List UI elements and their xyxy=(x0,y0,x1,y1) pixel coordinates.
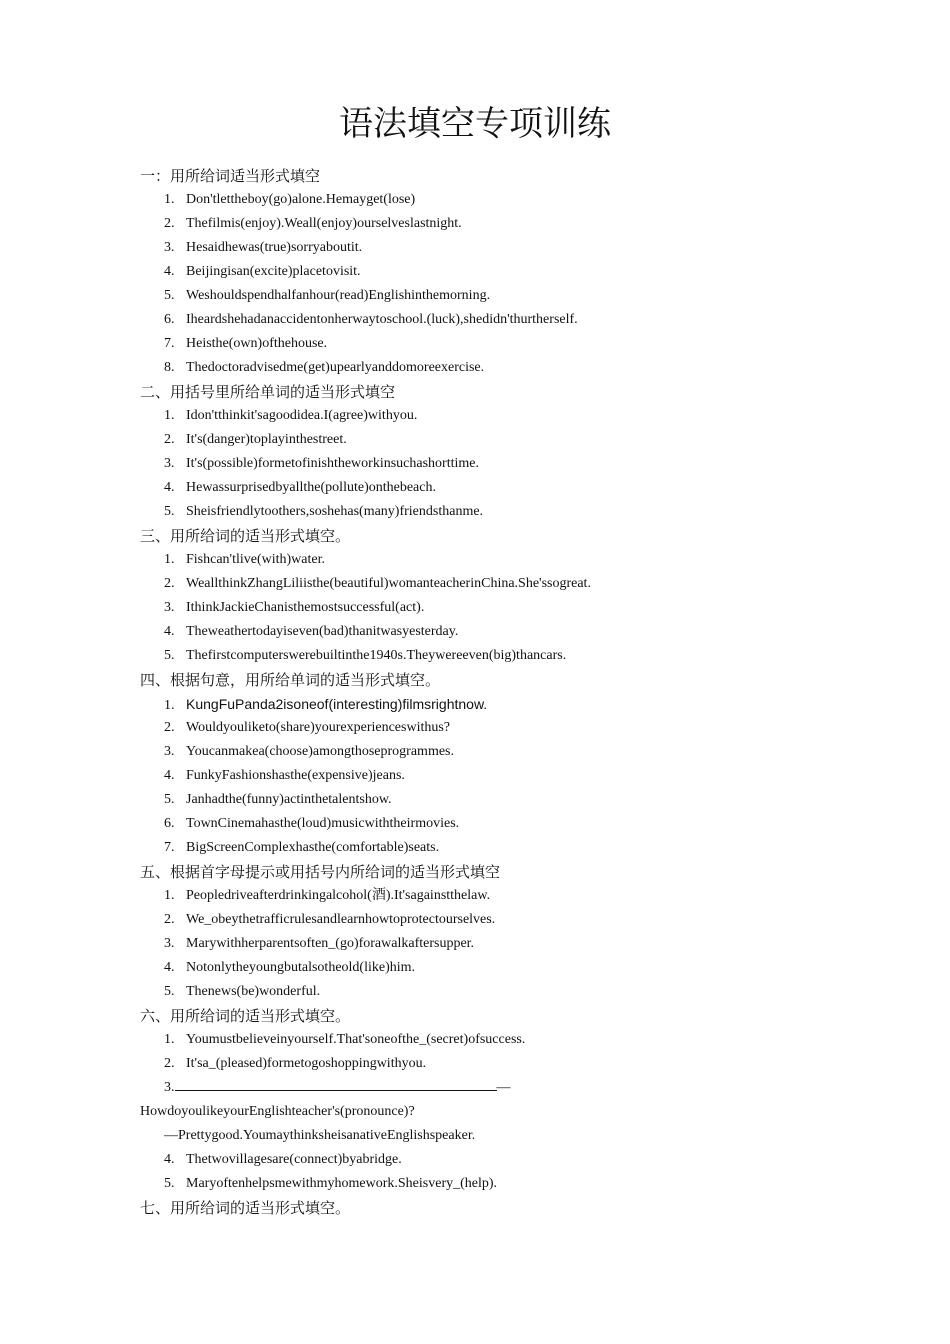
answer-blank-line xyxy=(175,1076,497,1091)
item-text: It's(danger)toplayinthestreet. xyxy=(186,432,347,447)
exercise-content xyxy=(140,164,860,1220)
list-item xyxy=(140,716,860,740)
list-item xyxy=(140,548,860,572)
item-number: 3. xyxy=(164,240,175,255)
item-text: Heisthe(own)ofthehouse. xyxy=(186,336,328,351)
item-text: Fishcan'tlive(with)water. xyxy=(186,552,325,567)
item-text: It'sa_(pleased)formetogoshoppingwithyou. xyxy=(186,1056,427,1071)
section-heading: 七、用所给词的适当形式填空。 xyxy=(140,1199,351,1217)
item-number: 8. xyxy=(164,360,175,375)
item-number: 1. xyxy=(164,408,175,423)
list-item xyxy=(140,476,860,500)
item-number: 2. xyxy=(164,912,175,927)
list-item xyxy=(140,284,860,308)
item-number: 4. xyxy=(164,1152,175,1167)
item-text: We_obeythetrafficrulesandlearnhowtoprotectourselves. xyxy=(186,912,496,927)
item-text: Wouldyouliketo(share)yourexperienceswithus? xyxy=(186,720,451,735)
item-text: Hesaidhewas(true)sorryaboutit. xyxy=(186,240,363,255)
item-number: 2. xyxy=(164,576,175,591)
item-number: 4. xyxy=(164,624,175,639)
item-number: 6. xyxy=(164,816,175,831)
list-item xyxy=(140,812,860,836)
item-text: Marywithherparentsoften_(go)forawalkaftersupper. xyxy=(186,936,475,951)
item-text: Hewassurprisedbyallthe(pollute)onthebeach. xyxy=(186,480,436,495)
item-text: Peopledriveafterdrinkingalcohol(酒).It'sagainstthelaw. xyxy=(186,888,491,903)
item-text-continued: HowdoyoulikeyourEnglishteacher's(pronounce)? xyxy=(140,1104,415,1119)
item-number: 5. xyxy=(164,288,175,303)
item-text: Thedoctoradvisedme(get)upearlyanddomoreexercise. xyxy=(186,360,485,375)
list-item xyxy=(140,1052,860,1076)
item-number: 5. xyxy=(164,984,175,999)
list-item xyxy=(140,404,860,428)
item-number: 5. xyxy=(164,648,175,663)
list-item xyxy=(140,1076,860,1100)
list-item xyxy=(140,980,860,1004)
item-number: 7. xyxy=(164,336,175,351)
item-number: 3. xyxy=(164,744,175,759)
list-item xyxy=(140,356,860,380)
item-number: 4. xyxy=(164,768,175,783)
section-heading: 三、用所给词的适当形式填空。 xyxy=(140,527,351,545)
item-text: Maryoftenhelpsmewithmyhomework.Sheisvery_(help). xyxy=(186,1176,498,1191)
item-number: 2. xyxy=(164,1056,175,1071)
item-text: BigScreenComplexhasthe(comfortable)seats. xyxy=(186,840,440,855)
list-item xyxy=(140,740,860,764)
list-item xyxy=(140,332,860,356)
item-text: Thenews(be)wonderful. xyxy=(186,984,321,999)
list-item xyxy=(140,500,860,524)
list-item xyxy=(140,644,860,668)
item-number: 3. xyxy=(164,936,175,951)
list-item xyxy=(140,1148,860,1172)
item-text: Weshouldspendhalfanhour(read)Englishinthemorning. xyxy=(186,288,491,303)
item-number: 2. xyxy=(164,720,175,735)
item-text: Thefilmis(enjoy).Weall(enjoy)ourselveslastnight. xyxy=(186,216,462,231)
item-text: KungFuPanda2isoneof(interesting)filmsrightnow. xyxy=(186,696,488,712)
item-number: 4. xyxy=(164,264,175,279)
page-title: 语法填空专项训练 xyxy=(339,104,611,144)
list-item xyxy=(140,764,860,788)
item-number: 1. xyxy=(164,1032,175,1047)
section-heading: 一：用所给词适当形式填空 xyxy=(140,167,321,185)
section-heading: 四、根据句意，用所给单词的适当形式填空。 xyxy=(140,671,441,689)
list-item xyxy=(140,908,860,932)
list-item xyxy=(140,956,860,980)
item-number: 4. xyxy=(164,960,175,975)
item-number: 5. xyxy=(164,1176,175,1191)
item-text: Notonlytheyoungbutalsotheold(like)him. xyxy=(186,960,416,975)
list-item xyxy=(140,884,860,908)
list-item xyxy=(140,452,860,476)
item-number: 1. xyxy=(164,192,175,207)
list-item xyxy=(140,572,860,596)
item-text: Thetwovillagesare(connect)byabridge. xyxy=(186,1152,402,1167)
item-text: Youmustbelieveinyourself.That'soneofthe_(secret)ofsuccess. xyxy=(186,1032,526,1047)
item-text: Idon'tthinkit'sagoodidea.I(agree)withyou. xyxy=(186,408,418,423)
item-text: Iheardshehadanaccidentonherwaytoschool.(luck),shedidn'thurtherself. xyxy=(186,312,578,327)
list-item xyxy=(140,788,860,812)
list-item xyxy=(140,212,860,236)
section-heading: 二、用括号里所给单词的适当形式填空 xyxy=(140,383,396,401)
dialogue-answer: —Prettygood.YoumaythinksheisanativeEnglishspeaker. xyxy=(164,1128,476,1143)
item-number: 1. xyxy=(164,888,175,903)
item-text: It's(possible)formetofinishtheworkinsuchashorttime. xyxy=(186,456,479,471)
item-text: Youcanmakea(choose)amongthoseprogrammes. xyxy=(186,744,455,759)
list-item xyxy=(140,428,860,452)
item-number: 3. xyxy=(164,456,175,471)
list-item xyxy=(140,308,860,332)
item-text: FunkyFashionshasthe(expensive)jeans. xyxy=(186,768,405,783)
list-item xyxy=(140,620,860,644)
list-item xyxy=(140,596,860,620)
list-item xyxy=(140,1028,860,1052)
item-number: 6. xyxy=(164,312,175,327)
item-text: IthinkJackieChanisthemostsuccessful(act). xyxy=(186,600,425,615)
item-text: WeallthinkZhangLiliisthe(beautiful)womanteacherinChina.She'ssogreat. xyxy=(186,576,591,591)
item-number: 2. xyxy=(164,432,175,447)
item-text: Thefirstcomputerswerebuiltinthe1940s.Theywereeven(big)thancars. xyxy=(186,648,567,663)
item-number: 3. xyxy=(164,600,175,615)
list-item xyxy=(140,188,860,212)
list-item xyxy=(140,932,860,956)
list-item xyxy=(140,1172,860,1196)
item-text: Beijingisan(excite)placetovisit. xyxy=(186,264,361,279)
item-number: 7. xyxy=(164,840,175,855)
item-text: Sheisfriendlytoothers,soshehas(many)friendsthanme. xyxy=(186,504,484,519)
list-item xyxy=(140,836,860,860)
item-text: TownCinemahasthe(loud)musicwiththeirmovies. xyxy=(186,816,460,831)
item-number: 1. xyxy=(164,698,175,713)
item-number: 5. xyxy=(164,792,175,807)
item-text: Janhadthe(funny)actinthetalentshow. xyxy=(186,792,392,807)
section-heading: 六、用所给词的适当形式填空。 xyxy=(140,1007,351,1025)
item-text: Don'tlettheboy(go)alone.Hemayget(lose) xyxy=(186,192,416,207)
item-number: 5. xyxy=(164,504,175,519)
section-heading: 五、根据首字母提示或用括号内所给词的适当形式填空 xyxy=(140,863,501,881)
item-number: 4. xyxy=(164,480,175,495)
item-text: Theweathertodayiseven(bad)thanitwasyesterday. xyxy=(186,624,459,639)
item-number: 1. xyxy=(164,552,175,567)
dialogue-dash: — xyxy=(496,1080,511,1095)
item-number: 2. xyxy=(164,216,175,231)
list-item xyxy=(140,692,860,716)
item-number: 3. xyxy=(164,1080,175,1095)
list-item xyxy=(140,236,860,260)
list-item xyxy=(140,260,860,284)
